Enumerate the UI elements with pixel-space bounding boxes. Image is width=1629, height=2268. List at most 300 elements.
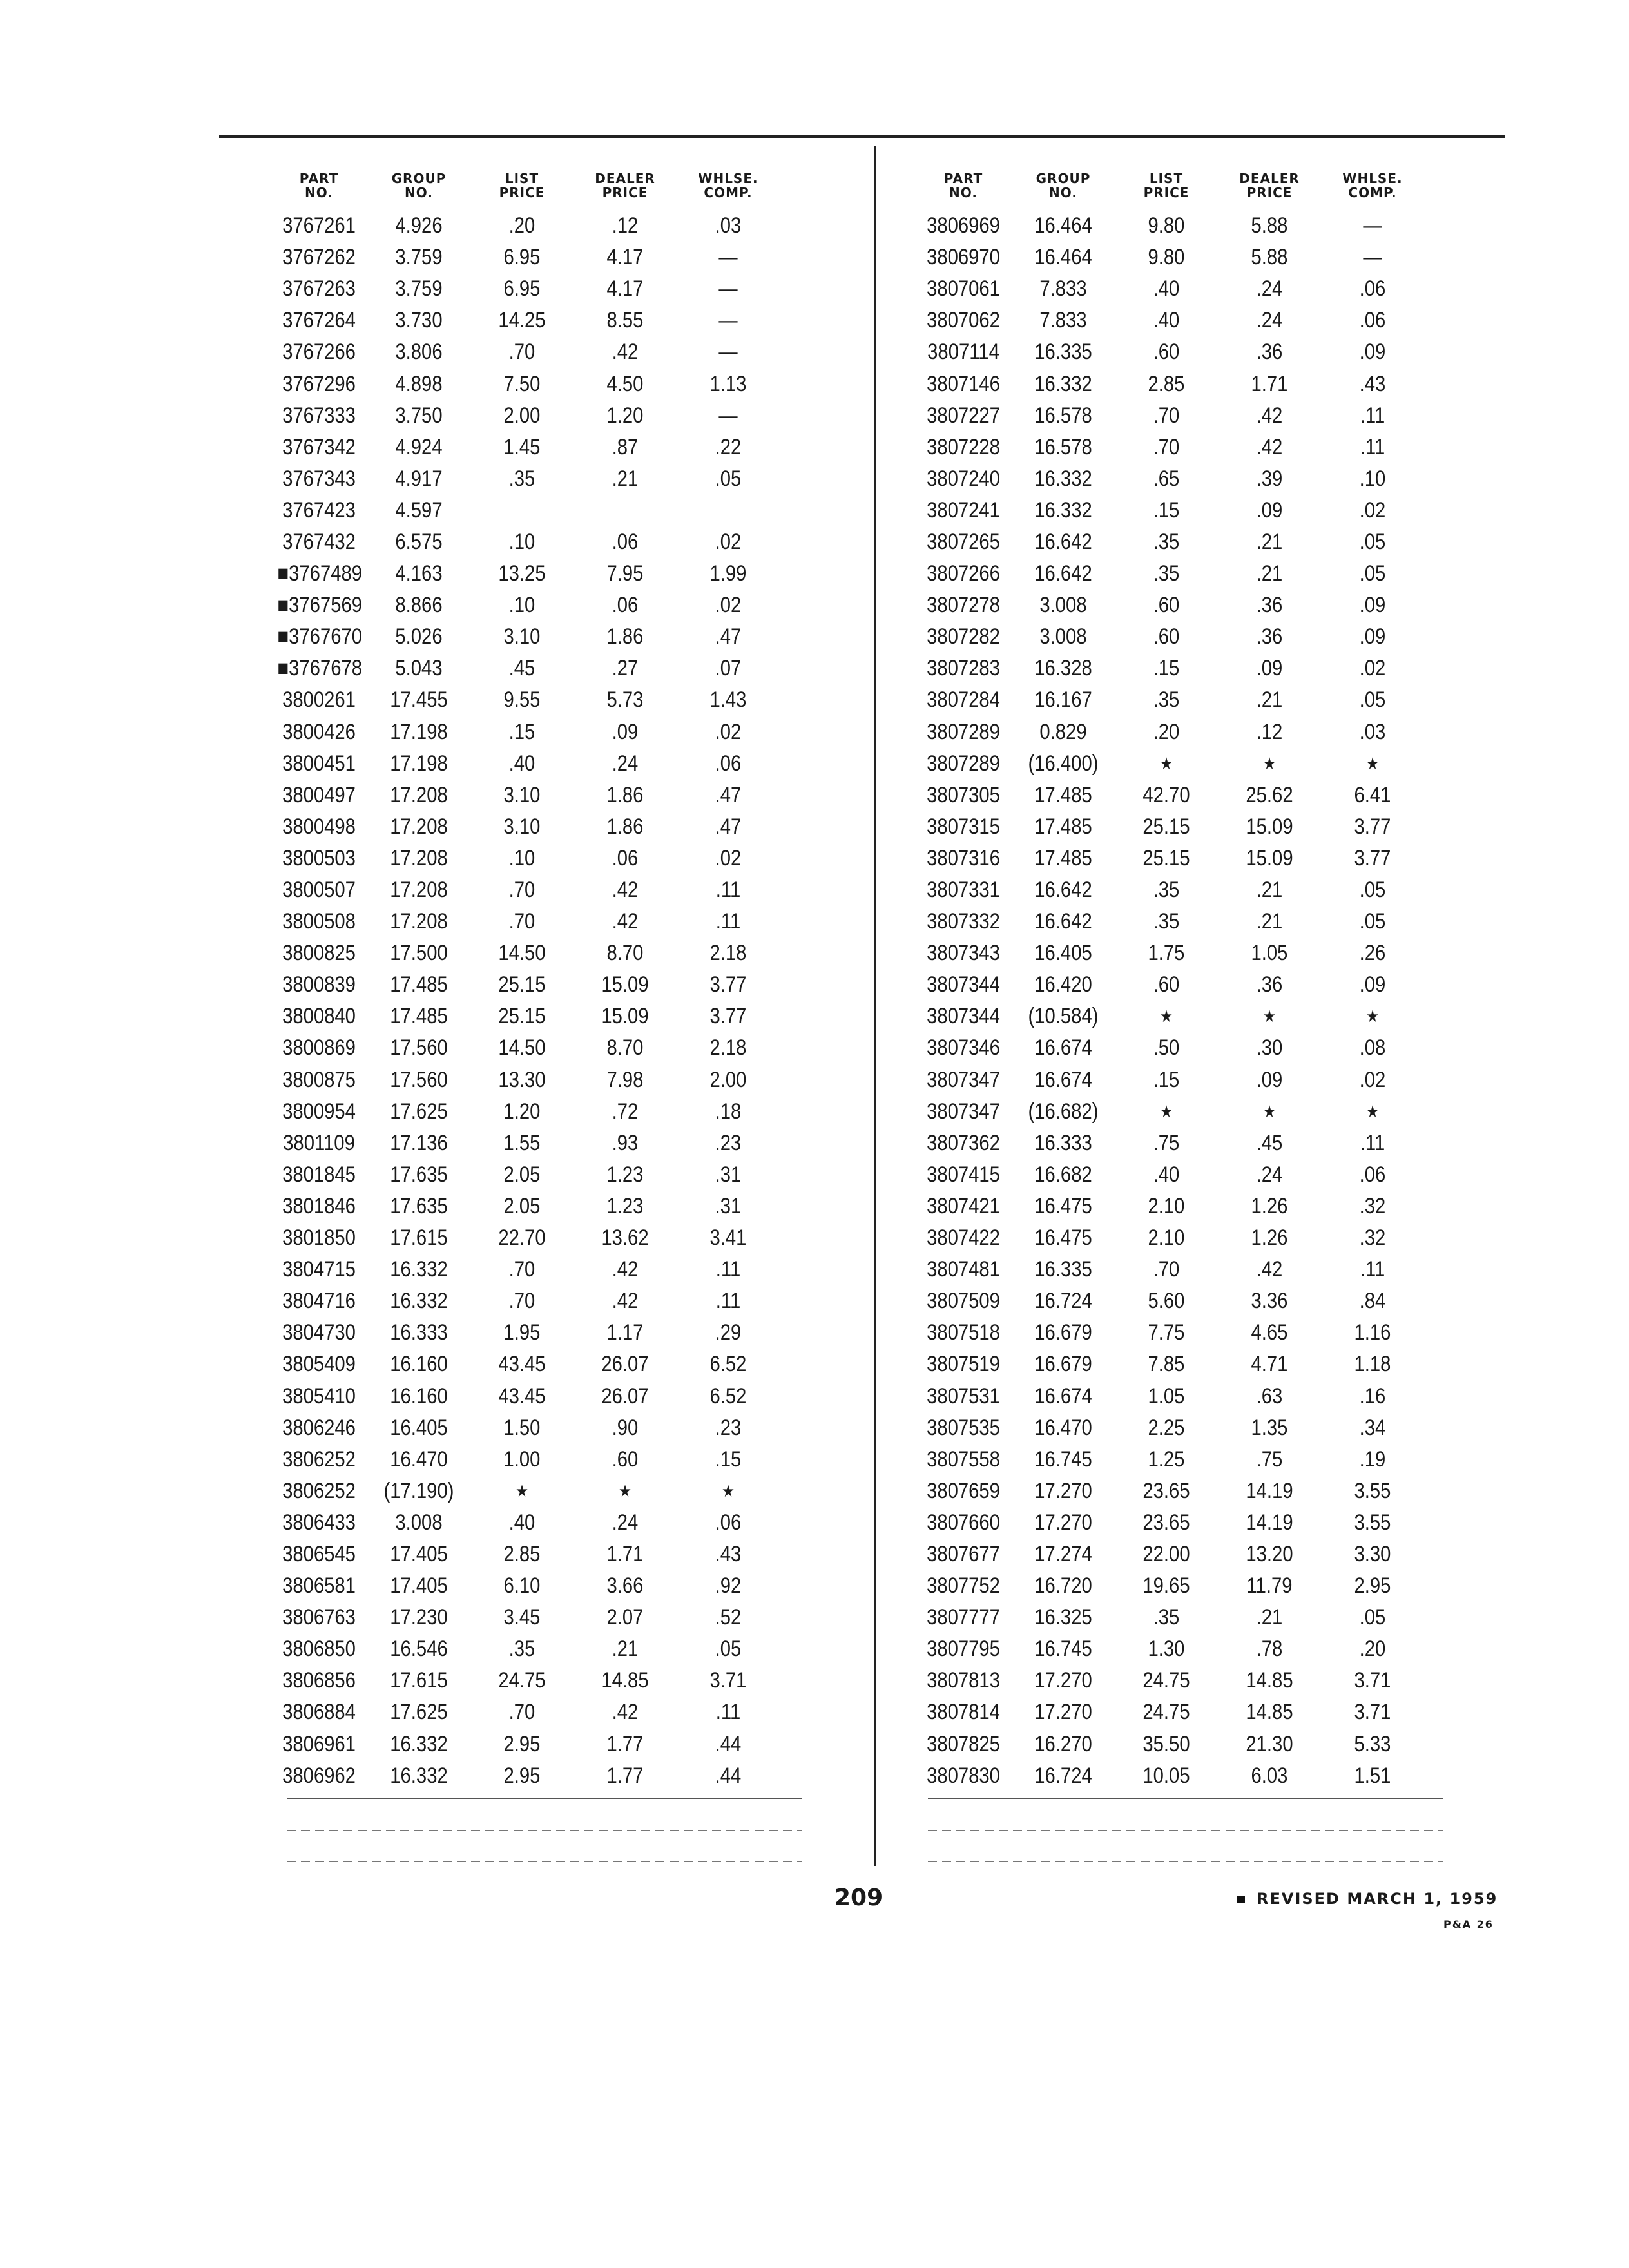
part-no-cell: 3806962 bbox=[282, 1763, 356, 1788]
dealer-price-cell: .90 bbox=[612, 1415, 639, 1440]
group-no-cell: 3.750 bbox=[395, 403, 443, 428]
dealer-price-cell: 1.86 bbox=[606, 814, 644, 839]
whlse-comp-cell: .23 bbox=[715, 1415, 742, 1440]
whlse-comp-cell: .07 bbox=[715, 656, 742, 681]
left-table-header bbox=[271, 153, 780, 204]
list-price-cell: .35 bbox=[1153, 687, 1180, 713]
list-price-cell: .35 bbox=[508, 1637, 535, 1662]
list-price-cell: .35 bbox=[508, 466, 535, 491]
whlse-comp-cell: 2.18 bbox=[709, 1035, 747, 1061]
dealer-price-cell: 15.09 bbox=[1246, 845, 1293, 870]
table-row bbox=[271, 1412, 780, 1444]
table-row bbox=[915, 1064, 1424, 1096]
table-row bbox=[915, 1032, 1424, 1064]
table-row bbox=[915, 400, 1424, 432]
dealer-price-cell: .42 bbox=[1256, 1257, 1283, 1282]
whlse-comp-cell: 1.51 bbox=[1354, 1763, 1391, 1788]
table-row bbox=[915, 1729, 1424, 1760]
list-price-cell: 25.15 bbox=[498, 1004, 546, 1029]
table-row bbox=[915, 1317, 1424, 1349]
list-price-cell: 13.30 bbox=[498, 1067, 546, 1092]
group-no-cell: 5.026 bbox=[395, 624, 443, 649]
part-no-cell: 3807146 bbox=[927, 371, 1000, 396]
list-price-cell: .45 bbox=[508, 656, 535, 681]
part-no-cell: 3807266 bbox=[927, 561, 1000, 586]
part-no-cell: 3767343 bbox=[282, 466, 356, 491]
part-no-cell: 3806961 bbox=[282, 1731, 356, 1756]
group-no-cell: 16.679 bbox=[1034, 1320, 1092, 1345]
table-row bbox=[915, 1191, 1424, 1222]
table-row bbox=[915, 748, 1424, 780]
dealer-price-cell: 8.55 bbox=[606, 308, 644, 333]
dealer-price-cell: 3.66 bbox=[606, 1573, 644, 1599]
whlse-comp-cell: .26 bbox=[1359, 941, 1386, 966]
list-price-cell: 24.75 bbox=[498, 1668, 546, 1693]
part-no-cell: 3767423 bbox=[282, 497, 356, 523]
list-price-cell: 9.55 bbox=[503, 687, 541, 713]
table-row bbox=[915, 1760, 1424, 1792]
group-no-cell: 17.274 bbox=[1034, 1541, 1092, 1566]
dealer-price-cell: .42 bbox=[612, 1700, 639, 1725]
dealer-price-cell: 15.09 bbox=[1246, 814, 1293, 839]
whlse-comp-cell: 5.33 bbox=[1354, 1731, 1391, 1756]
dealer-price-cell: 14.85 bbox=[1246, 1700, 1293, 1725]
group-no-cell: 16.332 bbox=[390, 1763, 448, 1788]
list-price-cell: ★ bbox=[1159, 753, 1173, 773]
group-no-cell: (10.584) bbox=[1028, 1004, 1099, 1029]
list-price-cell: 3.10 bbox=[503, 814, 541, 839]
part-no-cell: 3807362 bbox=[927, 1130, 1000, 1155]
whlse-comp-cell: .43 bbox=[1359, 371, 1386, 396]
table-row bbox=[271, 1222, 780, 1254]
whlse-comp-cell: .16 bbox=[1359, 1383, 1386, 1408]
whlse-comp-cell: .92 bbox=[715, 1573, 742, 1599]
table-row bbox=[271, 1032, 780, 1064]
whlse-comp-cell: .47 bbox=[715, 814, 742, 839]
dealer-price-cell: .21 bbox=[1256, 561, 1283, 586]
whlse-comp-cell: .06 bbox=[1359, 276, 1386, 302]
table-row bbox=[915, 621, 1424, 653]
whlse-comp-cell: .02 bbox=[715, 593, 742, 618]
list-price-cell: 43.45 bbox=[498, 1383, 546, 1408]
group-no-cell: 17.208 bbox=[390, 909, 448, 934]
dealer-price-cell: .42 bbox=[612, 878, 639, 903]
dealer-price-cell: 1.71 bbox=[606, 1541, 644, 1566]
group-no-cell: 16.332 bbox=[1034, 497, 1092, 523]
part-no-cell: 3805409 bbox=[282, 1352, 356, 1377]
group-no-cell: 17.485 bbox=[390, 1004, 448, 1029]
whlse-comp-cell: — bbox=[718, 403, 738, 428]
group-no-cell: 17.208 bbox=[390, 878, 448, 903]
group-no-cell: 16.679 bbox=[1034, 1352, 1092, 1377]
part-no-cell: 3800426 bbox=[282, 719, 356, 744]
list-price-cell: .35 bbox=[1153, 1605, 1180, 1630]
group-no-cell: 3.806 bbox=[395, 340, 443, 365]
group-no-cell: 16.745 bbox=[1034, 1446, 1092, 1472]
column-divider bbox=[874, 146, 876, 1866]
whlse-comp-cell: 1.43 bbox=[709, 687, 747, 713]
group-no-cell: 16.470 bbox=[390, 1446, 448, 1472]
whlse-comp-cell: 2.18 bbox=[709, 941, 747, 966]
part-no-cell: 3807315 bbox=[927, 814, 1000, 839]
table-row bbox=[271, 1064, 780, 1096]
list-price-cell: 2.95 bbox=[503, 1731, 541, 1756]
whlse-comp-cell: .11 bbox=[715, 878, 741, 903]
group-no-cell: 16.642 bbox=[1034, 529, 1092, 554]
whlse-comp-cell: .05 bbox=[1359, 909, 1386, 934]
whlse-comp-cell: .02 bbox=[1359, 656, 1386, 681]
list-price-cell: .70 bbox=[508, 1289, 535, 1314]
dealer-price-cell: ★ bbox=[1262, 1006, 1277, 1026]
part-no-cell: ■3767670 bbox=[277, 624, 362, 649]
group-no-cell: 17.455 bbox=[390, 687, 448, 713]
dealer-price-cell: 15.09 bbox=[601, 972, 649, 997]
part-no-cell: 3807283 bbox=[927, 656, 1000, 681]
whlse-comp-cell: .02 bbox=[1359, 497, 1386, 523]
group-no-cell: 16.745 bbox=[1034, 1637, 1092, 1662]
table-row bbox=[271, 906, 780, 937]
dealer-price-cell: .21 bbox=[1256, 1605, 1283, 1630]
table-row bbox=[915, 305, 1424, 336]
group-no-cell: 17.136 bbox=[390, 1130, 448, 1155]
group-no-cell: 5.043 bbox=[395, 656, 443, 681]
group-no-cell: 17.485 bbox=[1034, 782, 1092, 807]
list-price-cell: .35 bbox=[1153, 878, 1180, 903]
part-no-cell: 3806970 bbox=[927, 245, 1000, 270]
dealer-price-cell: 14.85 bbox=[1246, 1668, 1293, 1693]
group-no-cell: 17.405 bbox=[390, 1573, 448, 1599]
dealer-price-cell: 11.79 bbox=[1246, 1573, 1293, 1599]
left-table-body bbox=[271, 210, 780, 1792]
part-no-cell: 3807421 bbox=[927, 1193, 1000, 1218]
list-price-cell: .35 bbox=[1153, 561, 1180, 586]
group-no-cell: 16.578 bbox=[1034, 403, 1092, 428]
dealer-price-cell: .06 bbox=[612, 593, 639, 618]
table-row bbox=[271, 1665, 780, 1696]
whlse-comp-cell: 1.16 bbox=[1354, 1320, 1391, 1345]
group-no-cell: 17.635 bbox=[390, 1193, 448, 1218]
table-row bbox=[271, 432, 780, 463]
table-row bbox=[915, 811, 1424, 843]
part-no-cell: 3804715 bbox=[282, 1257, 356, 1282]
table-row bbox=[915, 653, 1424, 684]
table-row bbox=[271, 843, 780, 874]
dealer-price-cell: 1.77 bbox=[606, 1731, 644, 1756]
table-row bbox=[271, 463, 780, 495]
whlse-comp-cell: 3.77 bbox=[709, 1004, 747, 1029]
part-no-cell: 3767261 bbox=[282, 213, 356, 238]
part-no-cell: 3807278 bbox=[927, 593, 1000, 618]
table-row bbox=[915, 1222, 1424, 1254]
group-no-cell: 16.335 bbox=[1034, 1257, 1092, 1282]
whlse-comp-cell: .22 bbox=[715, 434, 742, 459]
part-no-cell: 3800869 bbox=[282, 1035, 356, 1061]
part-no-cell: 3800840 bbox=[282, 1004, 356, 1029]
group-no-cell: 16.674 bbox=[1034, 1383, 1092, 1408]
part-no-cell: 3806433 bbox=[282, 1510, 356, 1535]
part-no-cell: 3807509 bbox=[927, 1289, 1000, 1314]
table-row bbox=[915, 273, 1424, 305]
part-no-cell: 3807284 bbox=[927, 687, 1000, 713]
part-no-cell: 3767333 bbox=[282, 403, 356, 428]
list-price-cell: 22.70 bbox=[498, 1225, 546, 1251]
group-no-cell: 16.642 bbox=[1034, 561, 1092, 586]
table-row bbox=[271, 653, 780, 684]
dealer-price-cell: 21.30 bbox=[1246, 1731, 1293, 1756]
group-no-cell: 16.578 bbox=[1034, 434, 1092, 459]
dealer-price-cell: .87 bbox=[612, 434, 639, 459]
dealer-price-cell: .42 bbox=[612, 340, 639, 365]
dealer-price-cell: .24 bbox=[1256, 1162, 1283, 1187]
group-no-cell: 4.926 bbox=[395, 213, 443, 238]
table-row bbox=[271, 937, 780, 969]
whlse-comp-cell: .84 bbox=[1359, 1289, 1386, 1314]
group-no-cell: 16.160 bbox=[390, 1383, 448, 1408]
table-row bbox=[915, 495, 1424, 526]
group-no-cell: 16.475 bbox=[1034, 1225, 1092, 1251]
part-no-cell: 3767262 bbox=[282, 245, 356, 270]
whlse-comp-cell: .11 bbox=[715, 909, 741, 934]
table-row bbox=[915, 684, 1424, 716]
dealer-price-cell: 1.17 bbox=[606, 1320, 644, 1345]
list-price-cell: .15 bbox=[1153, 1067, 1180, 1092]
list-price-cell: 22.00 bbox=[1142, 1541, 1190, 1566]
part-no-cell: 3807061 bbox=[927, 276, 1000, 302]
group-no-cell: 0.829 bbox=[1039, 719, 1087, 744]
part-no-cell: 3807282 bbox=[927, 624, 1000, 649]
whlse-comp-cell: ★ bbox=[1365, 1101, 1380, 1121]
group-no-cell: 16.546 bbox=[390, 1637, 448, 1662]
footer-rule bbox=[928, 1798, 1443, 1799]
group-no-cell: 17.270 bbox=[1034, 1478, 1092, 1503]
whlse-comp-cell: .47 bbox=[715, 624, 742, 649]
whlse-comp-cell: 2.95 bbox=[1354, 1573, 1391, 1599]
table-row bbox=[915, 526, 1424, 558]
table-row bbox=[271, 590, 780, 621]
group-no-cell: 17.485 bbox=[1034, 814, 1092, 839]
whlse-comp-cell: 3.77 bbox=[1354, 845, 1391, 870]
group-no-cell: 17.615 bbox=[390, 1668, 448, 1693]
header-group-no: GROUP NO. bbox=[1036, 171, 1091, 200]
dealer-price-cell: .21 bbox=[612, 466, 639, 491]
part-no-cell: 3801845 bbox=[282, 1162, 356, 1187]
group-no-cell: 16.470 bbox=[1034, 1415, 1092, 1440]
dealer-price-cell: .24 bbox=[1256, 308, 1283, 333]
list-price-cell: .15 bbox=[508, 719, 535, 744]
dealer-price-cell: .21 bbox=[1256, 909, 1283, 934]
list-price-cell: 1.50 bbox=[503, 1415, 541, 1440]
whlse-comp-cell: 6.41 bbox=[1354, 782, 1391, 807]
list-price-cell: 23.65 bbox=[1142, 1478, 1190, 1503]
dealer-price-cell: .09 bbox=[1256, 656, 1283, 681]
list-price-cell: 6.95 bbox=[503, 245, 541, 270]
dealer-price-cell: .09 bbox=[1256, 1067, 1283, 1092]
whlse-comp-cell: 3.71 bbox=[1354, 1668, 1391, 1693]
part-no-cell: 3807795 bbox=[927, 1637, 1000, 1662]
group-no-cell: 3.759 bbox=[395, 276, 443, 302]
dealer-price-cell: 5.73 bbox=[606, 687, 644, 713]
whlse-comp-cell: .02 bbox=[715, 719, 742, 744]
whlse-comp-cell: .11 bbox=[1360, 1130, 1385, 1155]
group-no-cell: 16.332 bbox=[390, 1731, 448, 1756]
table-row bbox=[271, 1159, 780, 1191]
list-price-cell: 2.10 bbox=[1148, 1225, 1185, 1251]
whlse-comp-cell: .11 bbox=[715, 1257, 741, 1282]
group-no-cell: 3.730 bbox=[395, 308, 443, 333]
revised-note bbox=[1237, 1890, 1498, 1908]
list-price-cell: 19.65 bbox=[1142, 1573, 1190, 1599]
list-price-cell: 1.45 bbox=[503, 434, 541, 459]
table-row bbox=[271, 305, 780, 336]
list-price-cell: .70 bbox=[508, 1700, 535, 1725]
part-no-cell: ■3767569 bbox=[277, 593, 362, 618]
dealer-price-cell: 7.98 bbox=[606, 1067, 644, 1092]
group-no-cell: 3.008 bbox=[395, 1510, 443, 1535]
left-table bbox=[271, 153, 780, 1792]
group-no-cell: 16.332 bbox=[390, 1257, 448, 1282]
header-group-no: GROUP NO. bbox=[391, 171, 447, 200]
whlse-comp-cell: 6.52 bbox=[709, 1383, 747, 1408]
group-no-cell: 3.008 bbox=[1039, 593, 1087, 618]
table-row bbox=[271, 400, 780, 432]
list-price-cell: .60 bbox=[1153, 972, 1180, 997]
dealer-price-cell: .42 bbox=[612, 1257, 639, 1282]
whlse-comp-cell: .31 bbox=[715, 1193, 742, 1218]
dealer-price-cell: .12 bbox=[612, 213, 639, 238]
footer-rule bbox=[287, 1798, 802, 1799]
dealer-price-cell: .72 bbox=[612, 1099, 639, 1124]
list-price-cell: 2.10 bbox=[1148, 1193, 1185, 1218]
dealer-price-cell: 14.85 bbox=[601, 1668, 649, 1693]
whlse-comp-cell: 3.41 bbox=[709, 1225, 747, 1251]
list-price-cell: 10.05 bbox=[1142, 1763, 1190, 1788]
dealer-price-cell: 1.23 bbox=[606, 1162, 644, 1187]
dealer-price-cell: 6.03 bbox=[1251, 1763, 1288, 1788]
dealer-price-cell: ★ bbox=[1262, 753, 1277, 773]
group-no-cell: 16.328 bbox=[1034, 656, 1092, 681]
group-no-cell: (17.190) bbox=[383, 1478, 454, 1503]
table-row bbox=[271, 1602, 780, 1633]
list-price-cell: .65 bbox=[1153, 466, 1180, 491]
list-price-cell: .60 bbox=[1153, 624, 1180, 649]
whlse-comp-cell: 3.77 bbox=[1354, 814, 1391, 839]
dealer-price-cell: .09 bbox=[612, 719, 639, 744]
group-no-cell: 16.674 bbox=[1034, 1067, 1092, 1092]
table-row bbox=[915, 1602, 1424, 1633]
dealer-price-cell: 1.35 bbox=[1251, 1415, 1288, 1440]
group-no-cell: 4.597 bbox=[395, 497, 443, 523]
table-row bbox=[915, 432, 1424, 463]
part-no-cell: 3806246 bbox=[282, 1415, 356, 1440]
part-no-cell: 3807114 bbox=[927, 340, 999, 365]
table-row bbox=[271, 1254, 780, 1285]
whlse-comp-cell: .06 bbox=[715, 1510, 742, 1535]
list-price-cell: .15 bbox=[1153, 656, 1180, 681]
dealer-price-cell: .24 bbox=[612, 1510, 639, 1535]
group-no-cell: 17.198 bbox=[390, 719, 448, 744]
list-price-cell: ★ bbox=[515, 1481, 529, 1501]
whlse-comp-cell: .06 bbox=[1359, 1162, 1386, 1187]
dealer-price-cell: 15.09 bbox=[601, 1004, 649, 1029]
whlse-comp-cell: .52 bbox=[715, 1605, 742, 1630]
list-price-cell: 9.80 bbox=[1148, 245, 1185, 270]
part-no-cell: 3807519 bbox=[927, 1352, 1000, 1377]
dealer-price-cell: 14.19 bbox=[1246, 1478, 1293, 1503]
list-price-cell: .70 bbox=[508, 878, 535, 903]
group-no-cell: 16.335 bbox=[1034, 340, 1092, 365]
table-row bbox=[271, 1729, 780, 1760]
list-price-cell: 43.45 bbox=[498, 1352, 546, 1377]
table-row bbox=[271, 780, 780, 811]
list-price-cell: 1.05 bbox=[1148, 1383, 1185, 1408]
dealer-price-cell: .24 bbox=[612, 751, 639, 776]
part-no-cell: 3800839 bbox=[282, 972, 356, 997]
header-whlse-comp: WHLSE. COMP. bbox=[698, 171, 758, 200]
list-price-cell: 1.20 bbox=[503, 1099, 541, 1124]
table-row bbox=[915, 1001, 1424, 1032]
whlse-comp-cell: .05 bbox=[715, 466, 742, 491]
dealer-price-cell: 4.17 bbox=[606, 245, 644, 270]
table-row bbox=[271, 1475, 780, 1507]
part-no-cell: 3807347 bbox=[927, 1067, 1000, 1092]
dealer-price-cell: 8.70 bbox=[606, 1035, 644, 1061]
list-price-cell: 3.10 bbox=[503, 624, 541, 649]
table-row bbox=[915, 1633, 1424, 1665]
dealer-price-cell: .36 bbox=[1256, 624, 1283, 649]
list-price-cell: 3.45 bbox=[503, 1605, 541, 1630]
whlse-comp-cell: .44 bbox=[715, 1763, 742, 1788]
whlse-comp-cell: .03 bbox=[715, 213, 742, 238]
header-whlse-comp: WHLSE. COMP. bbox=[1342, 171, 1403, 200]
part-no-cell: 3800954 bbox=[282, 1099, 356, 1124]
part-no-cell: 3806252 bbox=[282, 1478, 356, 1503]
list-price-cell: 2.05 bbox=[503, 1162, 541, 1187]
whlse-comp-cell: 6.52 bbox=[709, 1352, 747, 1377]
dealer-price-cell: 5.88 bbox=[1251, 245, 1288, 270]
part-no-cell: 3800503 bbox=[282, 845, 356, 870]
list-price-cell: .40 bbox=[508, 751, 535, 776]
list-price-cell: 1.30 bbox=[1148, 1637, 1185, 1662]
dealer-price-cell: 14.19 bbox=[1246, 1510, 1293, 1535]
dealer-price-cell: .60 bbox=[612, 1446, 639, 1472]
dealer-price-cell: 8.70 bbox=[606, 941, 644, 966]
group-no-cell: 3.759 bbox=[395, 245, 443, 270]
whlse-comp-cell: .09 bbox=[1359, 593, 1386, 618]
dealer-price-cell: 1.86 bbox=[606, 624, 644, 649]
whlse-comp-cell: .20 bbox=[1359, 1637, 1386, 1662]
dealer-price-cell: .09 bbox=[1256, 497, 1283, 523]
table-row bbox=[915, 1696, 1424, 1728]
list-price-cell: .35 bbox=[1153, 529, 1180, 554]
dealer-price-cell: 26.07 bbox=[601, 1383, 649, 1408]
right-table bbox=[915, 153, 1424, 1792]
list-price-cell: 6.10 bbox=[503, 1573, 541, 1599]
header-list-price: LIST PRICE bbox=[1143, 171, 1190, 200]
table-row bbox=[915, 716, 1424, 748]
part-no-cell: 3807332 bbox=[927, 909, 1000, 934]
group-no-cell: 17.198 bbox=[390, 751, 448, 776]
table-row bbox=[271, 273, 780, 305]
list-price-cell: .20 bbox=[1153, 719, 1180, 744]
group-no-cell: 17.635 bbox=[390, 1162, 448, 1187]
list-price-cell: 5.60 bbox=[1148, 1289, 1185, 1314]
page-number: 209 bbox=[834, 1885, 883, 1911]
part-no-cell: 3806969 bbox=[927, 213, 1000, 238]
part-no-cell: 3807347 bbox=[927, 1099, 1000, 1124]
dealer-price-cell: .78 bbox=[1256, 1637, 1283, 1662]
list-price-cell: .70 bbox=[1153, 1257, 1180, 1282]
group-no-cell: 8.866 bbox=[395, 593, 443, 618]
